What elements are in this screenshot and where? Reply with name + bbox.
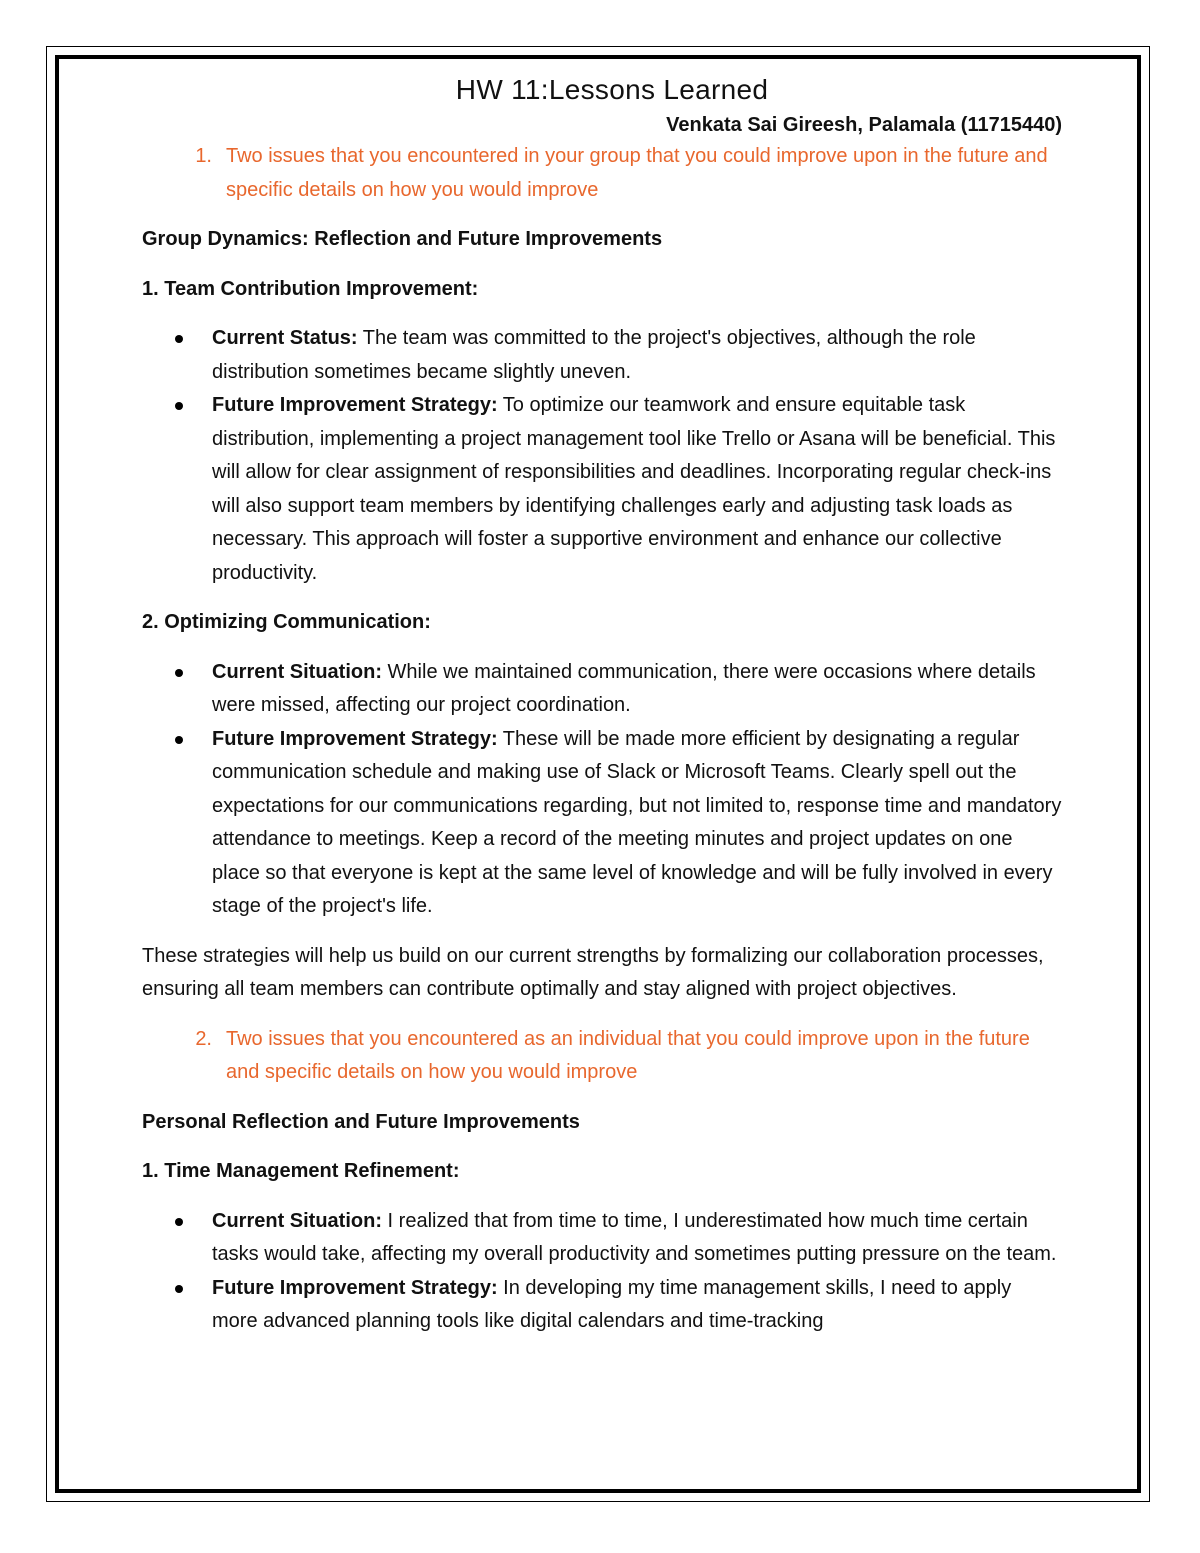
question-text: Two issues that you encountered as an individual that you could improve upon in the future and specific details on how you would improve	[226, 1027, 1030, 1083]
bullet-text: While we maintained communication, there were occasions where details were missed, affecting our project coordination.	[212, 660, 1036, 716]
bullet-label: Current Situation:	[212, 1209, 382, 1232]
document-body	[142, 70, 1062, 1339]
section-heading: Personal Reflection and Future Improvements	[142, 1110, 580, 1133]
bullet-label: Current Situation:	[212, 660, 382, 683]
question-number: 2.	[195, 1027, 212, 1050]
section-heading: Group Dynamics: Reflection and Future Improvements	[142, 228, 663, 250]
question-2	[142, 1023, 1062, 1090]
bullet-list	[142, 1205, 1062, 1339]
bullet-label: Current Status:	[212, 327, 358, 349]
bullet-icon	[175, 736, 183, 744]
bullet-icon	[175, 1218, 183, 1226]
bullet-text: These will be made more efficient by designating a regular communication schedule and making use of Slack or Microsoft Teams. Clearly spell out the expectations for our communications regarding, but not limited to, response time and mandatory attendance to meetings. Keep a record of the meeting minutes and project updates on one place so that everyone is kept at the same level of knowledge and will be fully involved in every stage of the project's life.	[212, 727, 1062, 917]
bullet-text: I realized that from time to time, I underestimated how much time certain tasks would take, affecting my overall productivity and sometimes putting pressure on the team.	[212, 1209, 1057, 1265]
bullet-icon	[175, 402, 183, 410]
subheading: 1. Team Contribution Improvement:	[142, 277, 479, 300]
question-number: 1.	[195, 145, 212, 167]
question-1	[142, 140, 1062, 207]
subheading: 1. Time Management Refinement:	[142, 1160, 460, 1182]
document-author: Venkata Sai Gireesh, Palamala (11715440)	[666, 114, 1062, 136]
bullet-text: To optimize our teamwork and ensure equitable task distribution, implementing a project management tool like Trello or Asana will be beneficial. This will allow for clear assignment of responsibilities and deadlines. Incorporating regular check-ins will also support team members by identifying challenges early and adjusting task loads as necessary. This approach will foster a supportive environment and enhance our collective productivity.	[212, 394, 1056, 584]
bullet-label: Future Improvement Strategy:	[212, 727, 498, 750]
document-title: HW 11:Lessons Learned	[455, 74, 769, 105]
subheading: 2. Optimizing Communication:	[142, 611, 431, 633]
bullet-icon	[175, 669, 183, 677]
conclusion-paragraph: These strategies will help us build on our current strengths by formalizing our collaboration processes, ensuring all team members can contribute optimally and stay aligned with project objectives.	[142, 944, 1044, 1000]
bullet-label: Future Improvement Strategy:	[212, 1276, 498, 1299]
bullet-text: The team was committed to the project's objectives, although the role distribution sometimes became slightly uneven.	[212, 327, 976, 383]
list-item	[142, 389, 1062, 590]
list-item	[142, 656, 1062, 723]
bullet-list	[142, 322, 1062, 590]
bullet-text: In developing my time management skills, I need to apply more advanced planning tools like digital calendars and time-tracking	[212, 1276, 1012, 1332]
bullet-label: Future Improvement Strategy:	[212, 394, 498, 416]
list-item	[142, 1205, 1062, 1272]
bullet-icon	[175, 1285, 183, 1293]
list-item	[142, 1272, 1062, 1339]
list-item	[142, 723, 1062, 924]
bullet-list	[142, 656, 1062, 924]
bullet-icon	[175, 335, 183, 343]
list-item	[142, 322, 1062, 389]
question-text: Two issues that you encountered in your group that you could improve upon in the future and specific details on how you would improve	[226, 145, 1048, 201]
